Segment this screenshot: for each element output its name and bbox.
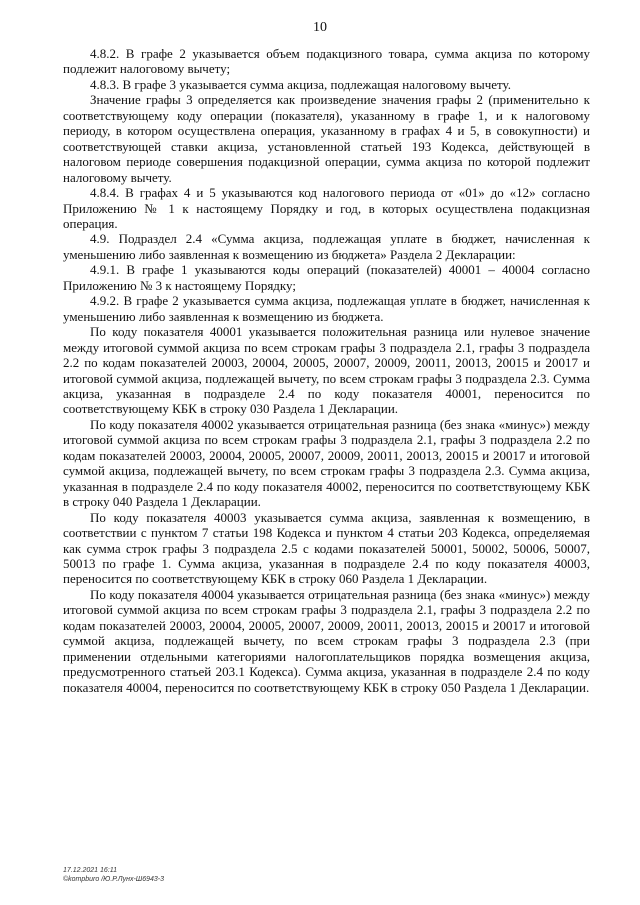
paragraph-4-8-4: 4.8.4. В графах 4 и 5 указываются код налогового периода от «01» до «12» согласно Приложению № 1 к настоящему Порядку и год, в которых осуществлена подакцизная операция. (63, 185, 590, 231)
page-number: 10 (313, 20, 327, 35)
paragraph-4-9-1: 4.9.1. В графе 1 указываются коды операций (показателей) 40001 – 40004 согласно Приложению № 3 к настоящему Порядку; (63, 262, 590, 293)
paragraph-4-9: 4.9. Подраздел 2.4 «Сумма акциза, подлежащая уплате в бюджет, начисленная к уменьшению либо заявленная к возмещению из бюджета» Раздела 2 Декларации: (63, 231, 590, 262)
paragraph-4-8-2: 4.8.2. В графе 2 указывается объем подакцизного товара, сумма акциза по которому подлежит налоговому вычету; (63, 46, 590, 77)
paragraph-code-40003: По коду показателя 40003 указывается сумма акциза, заявленная к возмещению, в соответствии с пунктом 7 статьи 198 Кодекса и пунктом 4 статьи 203 Кодекса, определяемая как сумма строк графы 3 подраздела 2.5 с кодами показателей 50001, 50002, 50006, 50007, 50013 по графе 1. Сумма акциза, указанная в подразделе 2.4 по коду показателя 40003, переносится по соответствующему КБК в строку 060 Раздела 1 Декларации. (63, 509, 590, 587)
paragraph-4-8-3: 4.8.3. В графе 3 указывается сумма акциза, подлежащая налоговому вычету. (90, 76, 512, 92)
footer-date: 17.12.2021 16:11 (63, 867, 117, 874)
paragraph-code-40001: По коду показателя 40001 указывается положительная разница или нулевое значение между итоговой суммой акциза по всем строкам графы 3 подраздела 2.1, графы 3 подраздела 2.2 по кодам показателей 20003, 20004, 20005, 20007, 20009, 20011, 20013, 20015 и 20017 и итоговой суммой акциза, подлежащей вычету, по всем строкам графы 3 подраздела 2.3. Сумма акциза, указанная в подразделе 2.4 по коду показателя 40001, переносится по соответствующему КБК в строку 030 Раздела 1 Декларации. (63, 324, 590, 417)
paragraph-4-9-2: 4.9.2. В графе 2 указывается сумма акциза, подлежащая уплате в бюджет, начисленная к уменьшению либо заявленная к возмещению из бюджета. (63, 293, 590, 324)
paragraph-column-3-value: Значение графы 3 определяется как произведение значения графы 2 (применительно к соответствующему коду операции (показателя), указанному в графе 1, и к налоговому периоду, в котором осуществлена операция, указанному в графах 4 и 5, в совокупности) и соответствующей ставки акциза, установленной статьей 193 Кодекса, действующей в налоговом периоде совершения подакцизной операции, сумма акциза по которой подлежит налоговому вычету. (63, 92, 590, 185)
document-body (63, 46, 590, 695)
document-footer (63, 866, 164, 884)
paragraph-code-40002: По коду показателя 40002 указывается отрицательная разница (без знака «минус») между итоговой суммой акциза по всем строкам графы 3 подраздела 2.1, графы 3 подраздела 2.2 по кодам показателей 20003, 20004, 20005, 20007, 20009, 20011, 20013, 20015 и 20017 и итоговой суммой акциза, подлежащей вычету, по всем строкам графы 3 подраздела 2.3. Сумма акциза, указанная в подразделе 2.4 по коду показателя 40002, переносится по соответствующему КБК в строку 040 Раздела 1 Декларации. (63, 416, 590, 510)
footer-source: ©kompburo /Ю.Р.Лунх-Ш6943-3 (63, 876, 165, 883)
paragraph-code-40004: По коду показателя 40004 указывается отрицательная разница (без знака «минус») между итоговой суммой акциза по всем строкам графы 3 подраздела 2.1, графы 3 подраздела 2.2 по кодам показателей 20003, 20004, 20005, 20007, 20009, 20011, 20013, 20015 и 20017 и итоговой суммой акциза, подлежащей вычету, по всем строкам графы 3 подраздела 2.3 (при применении отдельными категориями налогоплательщиков порядка возмещения акциза, предусмотренного статьей 203.1 Кодекса). Сумма акциза, указанная в подразделе 2.4 по коду показателя 40004, переносится по соответствующему КБК в строку 050 Раздела 1 Декларации. (63, 586, 590, 695)
